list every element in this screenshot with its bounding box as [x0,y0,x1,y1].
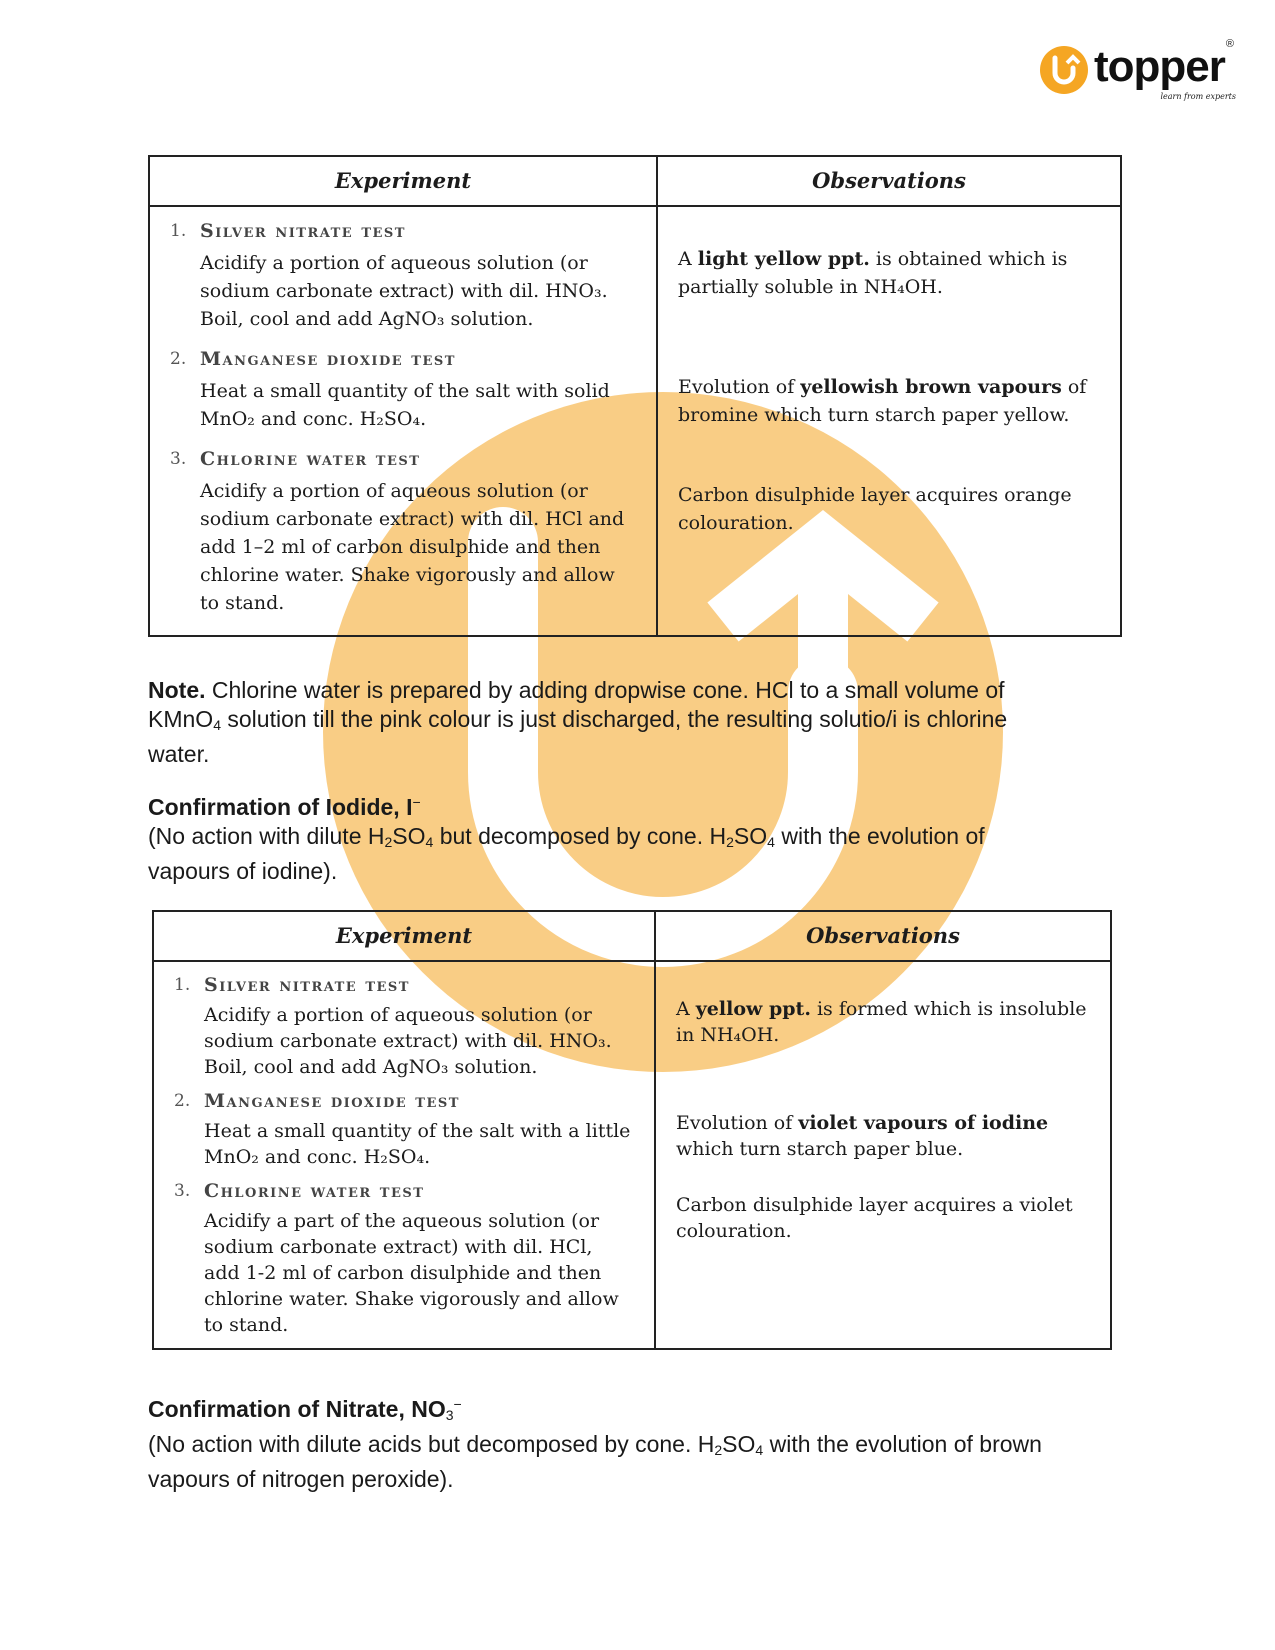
experiment-text: Acidify a portion of aqueous solution (or sodium carbonate extract) with dil. HCl and add 1–2 ml of carbon disulphide and then chlorine water. Shake vigorously and allow to stand. [200,480,625,614]
table2-experiment-1 [174,972,634,1080]
table1-experiment-2 [170,345,636,433]
item-number: 2. [170,349,187,369]
test-title: Silver nitrate test [200,220,406,242]
table1-header-experiment: Experiment [149,156,657,206]
experiment-text: Heat a small quantity of the salt with a little MnO₂ and conc. H₂SO₄. [204,1120,631,1168]
table1-experiments-cell [149,206,657,636]
table2-observation-2: Evolution of violet vapours of iodine which turn starch paper blue. [676,1112,1049,1160]
brand-logo [1040,38,1240,112]
item-number: 3. [174,1181,191,1201]
table1-observation-3: Carbon disulphide layer acquires orange colouration. [678,484,1072,534]
test-title: Manganese dioxide test [200,348,456,370]
table1-observation-2: Evolution of yellowish brown vapours of bromine which turn starch paper yellow. [678,376,1087,426]
logo-tagline: learn from experts [1160,92,1236,101]
table2-observation-3: Carbon disulphide layer acquires a violet colouration. [676,1194,1073,1242]
item-number: 2. [174,1091,191,1111]
test-title: Chlorine water test [200,448,421,470]
experiment-text: Acidify a portion of aqueous solution (or sodium carbonate extract) with dil. HNO₃. Boil, cool and add AgNO₃ solution. [200,252,608,330]
logo-wordmark: topper [1094,42,1225,91]
table1-experiment-1 [170,217,636,333]
table2-observations-cell [655,961,1111,1349]
item-number: 1. [174,975,191,995]
table2-header-observations: Observations [655,911,1111,961]
item-number: 1. [170,221,187,241]
table2-header-experiment: Experiment [153,911,655,961]
bromide-tests-table [148,155,1122,637]
table1-experiment-3 [170,445,636,617]
nitrate-section: Confirmation of Nitrate, $NO_3^-$ (No action with dilute acids but decomposed by cone. $H_2SO_4$ with the evolution of brown vapours of nitrogen peroxide). [148,1390,1108,1494]
item-number: 3. [170,449,187,469]
iodide-description: (No action with dilute $H_2SO_4$ but decomposed by cone. $H_2SO_4$ with the evolution of vapours of iodine). [148,823,985,884]
logo-circle-icon [1040,46,1088,94]
note-paragraph: Note. Chlorine water is prepared by adding dropwise cone. HCl to a small volume of KMnO$_4$ solution till the pink colour is just discharged, the resulting solutio/i is chlorine water. [148,677,1008,767]
table1-observation-1: A light yellow ppt. is obtained which is partially soluble in NH₄OH. [678,248,1068,298]
table2-experiment-2 [174,1088,634,1170]
nitrate-heading: Confirmation of Nitrate, NO [148,1396,446,1422]
experiment-text: Heat a small quantity of the salt with solid MnO₂ and conc. H₂SO₄. [200,380,610,430]
registered-mark: ® [1225,38,1234,50]
table2-observation-1: A yellow ppt. is formed which is insoluble in NH₄OH. [676,998,1087,1046]
test-title: Manganese dioxide test [204,1090,460,1112]
iodide-section: Confirmation of Iodide, I− (No action with dilute $H_2SO_4$ but decomposed by cone. $H_2SO_4$ with the evolution of vapours of iodine). [148,788,1048,886]
iodide-tests-table [152,910,1112,1350]
table2-experiments-cell [153,961,655,1349]
table2-experiment-3 [174,1178,634,1338]
table1-header-observations: Observations [657,156,1121,206]
experiment-text: Acidify a part of the aqueous solution (or sodium carbonate extract) with dil. HCl, add 1-2 ml of carbon disulphide and then chlorine water. Shake vigorously and allow to stand. [204,1210,619,1336]
iodide-heading: Confirmation of Iodide, I [148,794,413,820]
nitrate-description: (No action with dilute acids but decomposed by cone. $H_2SO_4$ with the evolution of brown vapours of nitrogen peroxide). [148,1431,1042,1492]
test-title: Silver nitrate test [204,974,410,996]
experiment-text: Acidify a portion of aqueous solution (or sodium carbonate extract) with dil. HNO₃. Boil, cool and add AgNO₃ solution. [204,1004,612,1078]
note-label: Note. [148,677,206,703]
table1-observations-cell [657,206,1121,636]
test-title: Chlorine water test [204,1180,425,1202]
